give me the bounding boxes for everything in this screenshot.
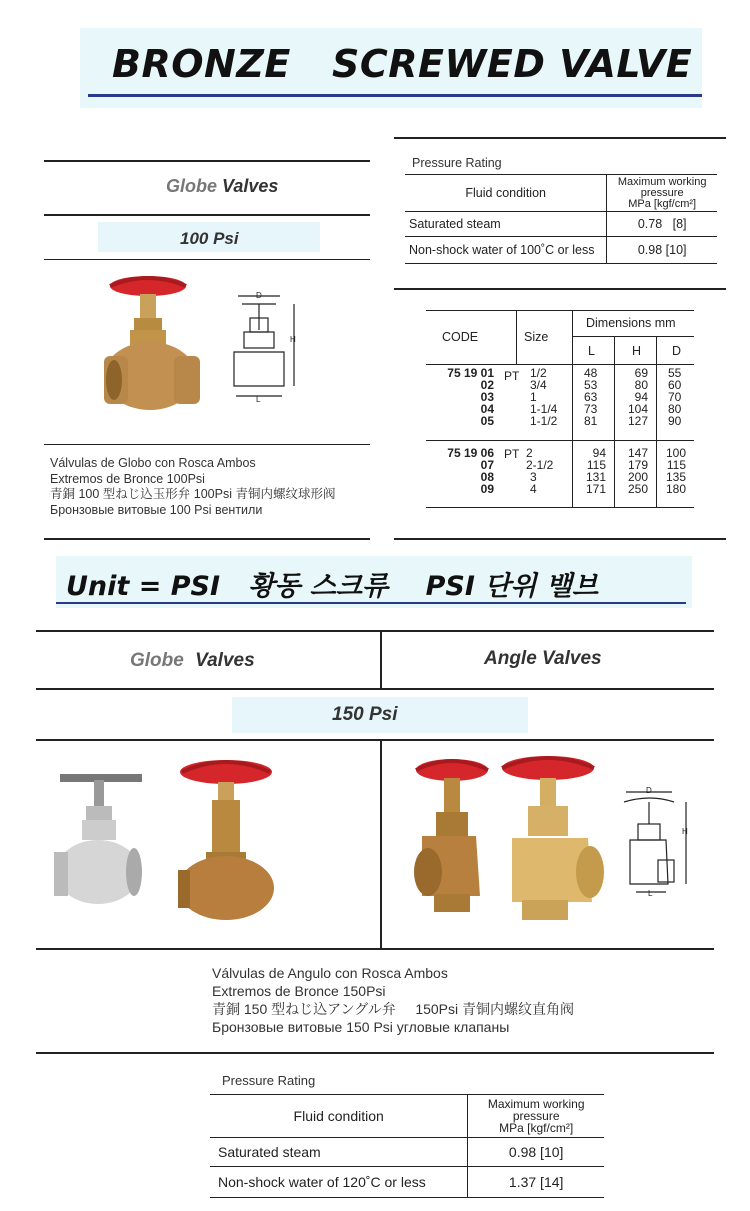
h-cell: 69 [634,366,648,380]
size-header: Size [524,330,549,344]
divider [36,739,714,741]
size-cell: 1/2 [530,366,547,380]
pressure-cell: 1.37 [14] [467,1167,604,1197]
svg-text:H: H [682,827,688,836]
h-cell: 147 [627,446,648,460]
code-cell: 09 [480,482,494,496]
h-cell: 127 [627,414,648,428]
d-cell: 135 [665,470,686,484]
angle-valve-image-1 [410,756,494,916]
svg-text:D: D [256,291,262,300]
pt-label: PT [504,447,520,461]
dimensions-table [426,310,694,508]
col-max-pressure: pressure [512,1109,560,1123]
size-cell: 1-1/4 [530,402,558,416]
d-cell: 55 [668,366,682,380]
size-cell: 4 [530,482,537,496]
code-cell: 75 19 01 [447,366,494,380]
section-title-globe-100 [166,176,278,197]
l-cell: 48 [584,366,598,380]
divider [36,948,714,950]
desc-line: 青銅 100 型ねじ込玉形弁 100Psi 青铜内螺纹球形阀 [50,487,336,501]
col-max-pressure: Maximum working [487,1097,585,1111]
divider [394,538,726,540]
divider [36,630,714,632]
divider [44,259,370,260]
pressure-table-100 [405,174,717,264]
unit-underline [56,602,686,604]
l-cell: 73 [584,402,598,416]
l-cell: 115 [586,458,606,472]
svg-text:H: H [290,335,296,344]
globe-valve-image [100,274,206,420]
l-cell: 94 [592,446,606,460]
l-cell: 171 [585,482,606,496]
size-cell: 2-1/2 [526,458,554,472]
condition-cell: Saturated steam [409,217,501,231]
l-cell: 63 [584,390,598,404]
globe-word: Globe [166,176,218,196]
desc-line: Válvulas de Globo con Rosca Ambos [50,456,256,470]
pressure-cell: 0.98 [10] [606,237,717,263]
divider [36,1052,714,1054]
code-cell: 02 [480,378,494,392]
valves-word: Valves [195,650,255,671]
svg-text:L: L [256,395,261,402]
pressure-rating-heading-150: Pressure Rating [222,1073,316,1088]
d-cell: 100 [665,446,686,460]
code-cell: 04 [480,402,494,416]
h-cell: 200 [627,470,648,484]
pt-label: PT [504,369,520,383]
divider [44,214,370,216]
description-150 [212,964,632,1036]
desc-line: Бронзовые витовые 100 Psi вентили [50,502,263,517]
size-cell: 2 [526,446,533,460]
svg-text:L: L [648,889,653,898]
h-cell: 179 [627,458,648,472]
code-cell: 05 [480,414,494,428]
d-cell: 70 [668,390,682,404]
svg-text:D: D [646,786,652,795]
condition-cell: Non-shock water of 100˚C or less [409,243,595,257]
psi-label-100: 100 Psi [180,229,239,248]
pressure-table-150 [210,1094,604,1198]
silver-globe-valve-image [52,770,144,910]
d-header: D [672,344,682,358]
page-title: BRONZE SCREWED VALVE [112,42,693,86]
column-divider [380,631,382,689]
col-fluid-condition: Fluid condition [465,186,546,200]
col-max-pressure: Maximum working [617,176,707,188]
description-100 [50,456,380,518]
condition-cell: Non-shock water of 120˚C or less [218,1174,426,1190]
d-cell: 60 [668,378,682,392]
desc-line: Extremos de Bronce 150Psi [212,983,386,999]
desc-line: Бронзовые витовые 150 Psi угловые клапаны [212,1019,510,1035]
divider [44,538,370,540]
section-title-globe-150 [130,650,255,672]
title-underline [88,94,702,97]
angle-valve-drawing [616,784,698,898]
col-max-pressure: MPa [kgf/cm²] [628,198,697,210]
code-cell: 75 19 06 [447,446,494,460]
h-cell: 94 [634,390,648,404]
h-cell: 80 [634,378,648,392]
h-cell: 250 [627,482,648,496]
valves-word: Valves [222,176,279,196]
h-header: H [632,344,642,358]
d-cell: 115 [666,458,686,472]
l-cell: 81 [584,414,598,428]
dimensions-header: Dimensions mm [586,316,676,330]
l-cell: 131 [585,470,606,484]
col-max-pressure: pressure [640,187,684,199]
globe-valve-drawing [228,290,300,402]
l-header: L [588,344,595,358]
divider [394,288,726,290]
d-cell: 90 [668,414,682,428]
condition-cell: Saturated steam [218,1144,321,1160]
pressure-cell: 0.98 [10] [467,1138,604,1166]
angle-valve-image-2 [498,754,610,924]
col-fluid-condition: Fluid condition [293,1108,384,1124]
desc-line: Válvulas de Angulo con Rosca Ambos [212,965,448,981]
d-cell: 180 [665,482,686,496]
size-cell: 3/4 [530,378,547,392]
section-title-angle-150: Angle Valves [484,648,602,669]
code-cell: 08 [480,470,494,484]
code-cell: 07 [480,458,494,472]
pressure-cell: 0.78 [8] [606,212,717,236]
divider [394,137,726,139]
divider [44,444,370,445]
unit-banner-text: Unit = PSI 황동 스크류 PSI 단위 밸브 [66,571,599,602]
divider [44,160,370,162]
psi-label-150: 150 Psi [332,704,398,725]
d-cell: 80 [668,402,682,416]
col-max-pressure: MPa [kgf/cm²] [499,1121,574,1135]
column-divider [380,741,382,949]
divider [36,688,714,690]
pressure-rating-heading: Pressure Rating [412,156,502,170]
h-cell: 104 [627,402,648,416]
code-cell: 03 [480,390,494,404]
desc-line: 青銅 150 型ねじ込アングル弁 150Psi 青铜内螺纹直角阀 [212,1001,575,1017]
bronze-globe-valve-image [176,758,276,924]
size-cell: 1 [530,390,537,404]
size-cell: 1-1/2 [530,414,558,428]
desc-line: Extremos de Bronce 100Psi [50,471,205,486]
globe-word: Globe [130,650,184,671]
code-header: CODE [442,330,479,344]
size-cell: 3 [530,470,537,484]
l-cell: 53 [584,378,598,392]
